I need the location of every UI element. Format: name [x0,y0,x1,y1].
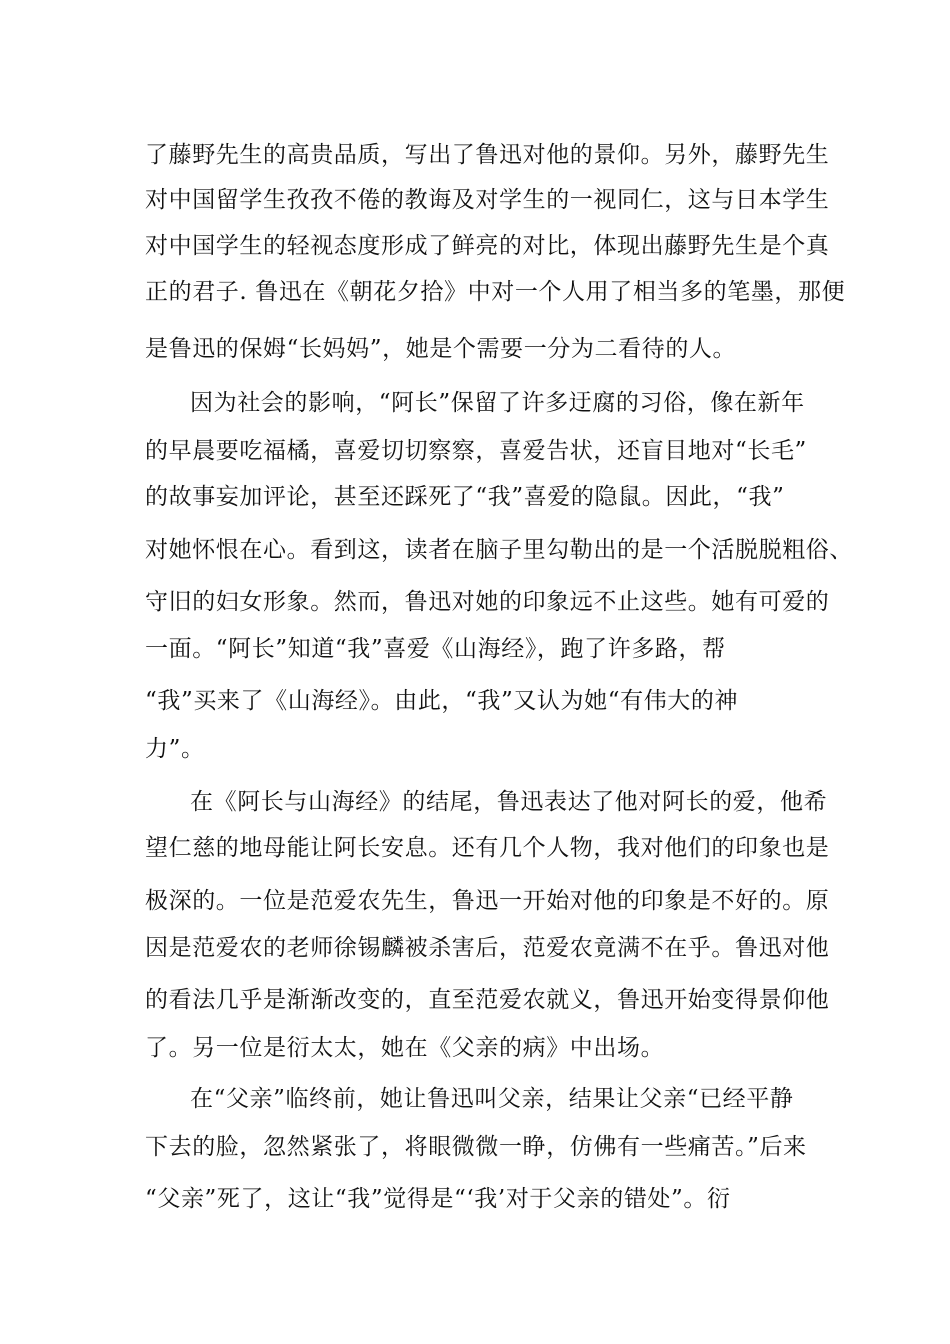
text-line: 守旧的妇女形象。然而，鲁迅对她的印象远不止这些。她有可爱的 [145,589,830,615]
text-line: 的早晨要吃福橘，喜爱切切察察，喜爱告状，还盲目地对“长毛” [145,438,807,464]
text-line: “父亲”死了，这让“我”觉得是“‘我’对于父亲的错处”。衍 [145,1186,731,1212]
text-line: 望仁慈的地母能让阿长安息。还有几个人物，我对他们的印象也是 [145,835,830,861]
text-line: 下去的脸，忽然紧张了，将眼微微一睁，仿佛有一些痛苦。”后来 [145,1134,807,1160]
text-line: 对中国学生的轻视态度形成了鲜亮的对比，体现出藤野先生是个真 [145,233,830,259]
text-line: 对中国留学生孜孜不倦的教诲及对学生的一视同仁，这与日本学生 [145,187,830,213]
text-line: 的看法几乎是渐渐改变的，直至范爱农就义，鲁迅开始变得景仰他 [145,987,830,1013]
paragraph-first-line: 因为社会的影响，“阿长”保留了许多迂腐的习俗，像在新年 [190,390,805,416]
text-line: 对她怀恨在心。看到这，读者在脑子里勾勒出的是一个活脱脱粗俗、 [145,537,853,563]
text-line: 了。另一位是衍太太，她在《父亲的病》中出场。 [145,1035,665,1061]
text-line: 一面。“阿长”知道“我”喜爱《山海经》，跑了许多路，帮 [145,636,726,662]
text-line: 的故事妄加评论，甚至还踩死了“我”喜爱的隐鼠。因此，“我” [145,484,785,510]
text-line: 因是范爱农的老师徐锡麟被杀害后，范爱农竟满不在乎。鲁迅对他 [145,935,830,961]
paragraph-first-line: 在“父亲”临终前，她让鲁迅叫父亲，结果让父亲“已经平静 [190,1086,794,1112]
text-line: “我”买来了《山海经》。由此，“我”又认为她“有伟大的神 [145,688,739,714]
text-line: 正的君子. 鲁迅在《朝花夕拾》中对一个人用了相当多的笔墨，那便 [145,279,846,305]
text-line: 是鲁迅的保姆“长妈妈”，她是个需要一分为二看待的人。 [145,336,737,362]
paragraph-first-line: 在《阿长与山海经》的结尾，鲁迅表达了他对阿长的爱，他希 [190,789,828,815]
text-line: 极深的。一位是范爱农先生，鲁迅一开始对他的印象是不好的。原 [145,888,830,914]
text-line: 力”。 [145,736,205,762]
text-line: 了藤野先生的高贵品质，写出了鲁迅对他的景仰。另外，藤野先生 [145,142,830,168]
